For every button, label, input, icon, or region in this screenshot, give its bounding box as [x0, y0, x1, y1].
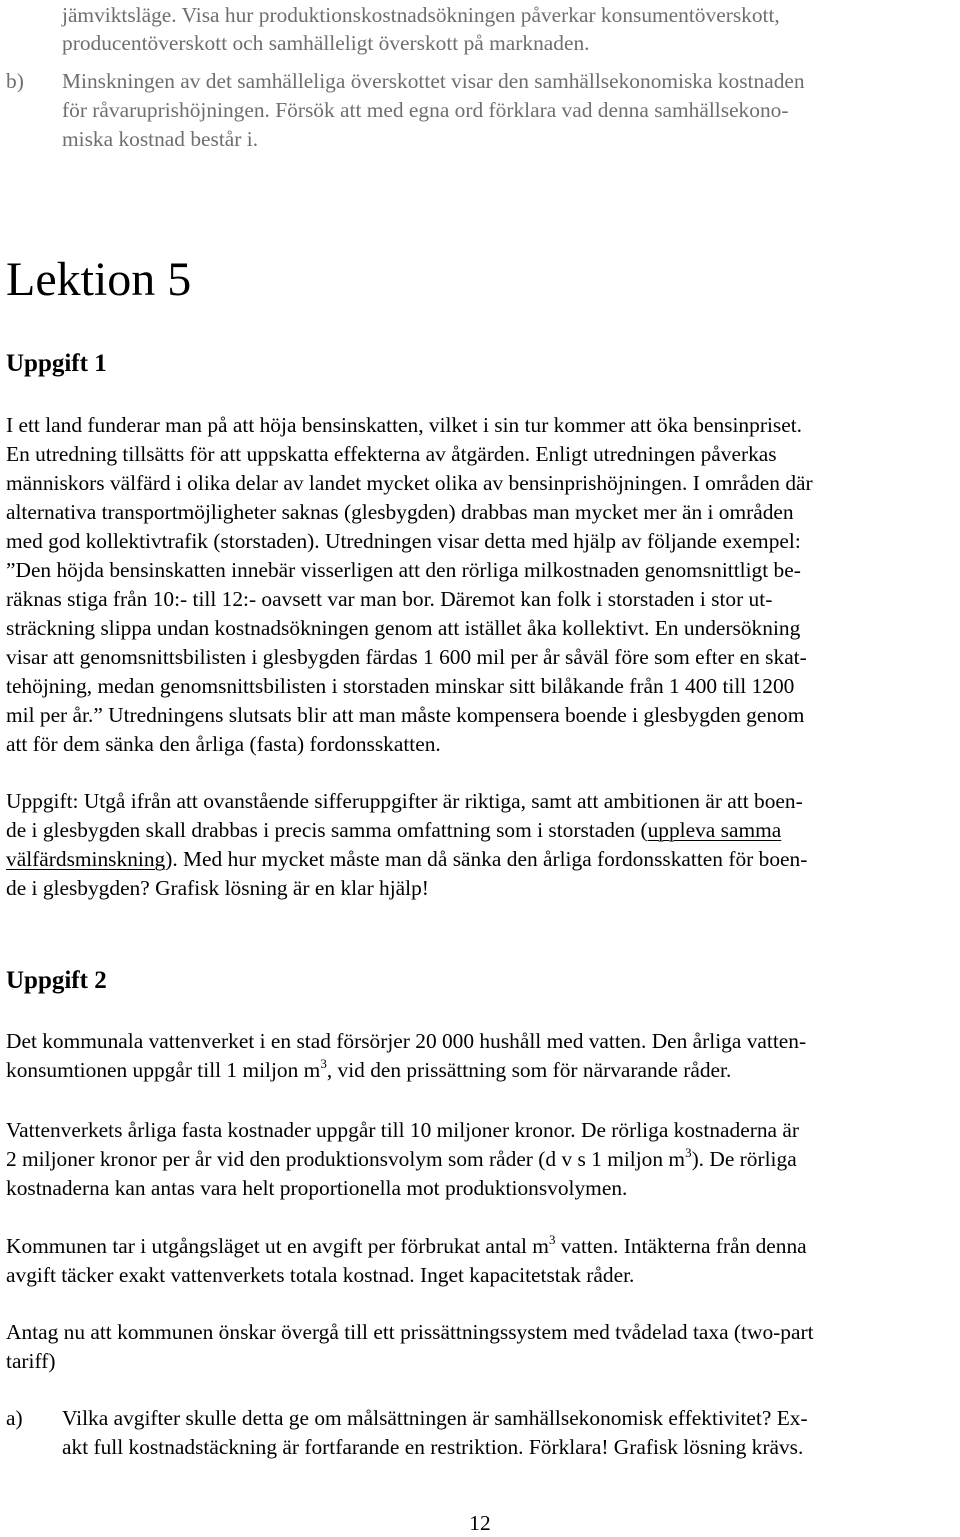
- p1-line-2-post: , vid den prissättning som för närvarande råder.: [326, 1058, 732, 1082]
- item-b-line-1: Minskningen av det samhälleliga överskottet visar den samhällsekonomiska kostnaden: [62, 69, 805, 93]
- p1-line-2-pre: konsumtionen uppgår till 1 miljon m: [6, 1058, 321, 1082]
- uppgift-1-line-3: människors välfärd i olika delar av landet mycket olika av bensinprishöjningen. I områden där: [6, 471, 813, 495]
- uppgift-1-line-10: tehöjning, medan genomsnittsbilisten i storstaden minskar sitt bilåkande från 1 400 till 1200: [6, 674, 795, 698]
- task-underlined-phrase-2: välfärdsminskning: [6, 847, 166, 871]
- item-a-line-2: akt full kostnadstäckning är fortfarande en restriktion. Förklara! Grafisk lösning krävs.: [62, 1435, 804, 1459]
- uppgift-1-line-1: I ett land funderar man på att höja bensinskatten, vilket i sin tur kommer att öka bensinpriset.: [6, 413, 802, 437]
- task-line-2-text: de i glesbygden skall drabbas i precis samma omfattning som i storstaden (: [6, 818, 648, 842]
- item-a-line-1: Vilka avgifter skulle detta ge om målsättningen är samhällsekonomisk effektivitet? Ex-: [62, 1406, 808, 1430]
- continuation-line-1: jämviktsläge. Visa hur produktionskostnadsökningen påverkar konsumentöverskott,: [62, 3, 780, 27]
- uppgift-2-p1-line-2: [6, 1055, 731, 1088]
- cubic-superscript: 3: [685, 1145, 692, 1160]
- uppgift-1-line-7: räknas stiga från 10:- till 12:- oavsett var man bor. Däremot kan folk i storstaden i stor ut-: [6, 587, 773, 611]
- page-number: 12: [469, 1511, 491, 1535]
- task-line-3-text: ). Med hur mycket måste man då sänka den årliga fordonsskatten för boen-: [165, 847, 808, 871]
- continuation-line-2: producentöverskott och samhälleligt överskott på marknaden.: [62, 31, 590, 55]
- uppgift-2-p3-line-2: avgift täcker exakt vattenverkets totala kostnad. Inget kapacitetstak råder.: [6, 1263, 635, 1287]
- uppgift-1-line-12: att för dem sänka den årliga (fasta) fordonsskatten.: [6, 732, 441, 756]
- item-b-line-2: för råvaruprishöjningen. Försök att med egna ord förklara vad denna samhällsekono-: [62, 98, 789, 122]
- p2-line-2-pre: 2 miljoner kronor per år vid den produktionsvolym som råder (d v s 1 miljon m: [6, 1147, 686, 1171]
- uppgift-2-p4-line-1: Antag nu att kommunen önskar övergå till ett prissättningssystem med tvådelad taxa (two-part: [6, 1320, 814, 1344]
- uppgift-2-p2-line-3: kostnaderna kan antas vara helt proportionella mot produktionsvolymen.: [6, 1176, 628, 1200]
- cubic-superscript: 3: [320, 1056, 327, 1071]
- uppgift-1-task-line-3: [6, 844, 807, 874]
- uppgift-2-heading: Uppgift 2: [6, 967, 107, 994]
- lesson-title: Lektion 5: [6, 253, 192, 306]
- p3-line-1-pre: Kommunen tar i utgångsläget ut en avgift per förbrukat antal m: [6, 1234, 549, 1258]
- uppgift-1-line-8: sträckning slippa undan kostnadsökningen genom att istället åka kollektivt. En undersökning: [6, 616, 801, 640]
- item-a-label: a): [6, 1406, 23, 1430]
- uppgift-1-task-line-2: [6, 815, 781, 845]
- item-b-line-3: miska kostnad består i.: [62, 127, 259, 151]
- uppgift-2-p2-line-1: Vattenverkets årliga fasta kostnader uppgår till 10 miljoner kronor. De rörliga kostnaderna är: [6, 1118, 799, 1142]
- uppgift-1-task-line-1: Uppgift: Utgå ifrån att ovanstående sifferuppgifter är riktiga, samt att ambitionen är att boen-: [6, 789, 803, 813]
- uppgift-1-line-9: visar att genomsnittsbilisten i glesbygden färdas 1 600 mil per år såväl före som efter en skat-: [6, 645, 807, 669]
- uppgift-1-line-11: mil per år.” Utredningens slutsats blir att man måste kompensera boende i glesbygden genom: [6, 703, 805, 727]
- p2-line-2-post: ). De rörliga: [691, 1147, 797, 1171]
- uppgift-1-task-line-4: de i glesbygden? Grafisk lösning är en klar hjälp!: [6, 876, 429, 900]
- uppgift-1-line-4: alternativa transportmöjligheter saknas (glesbygden) drabbas man mycket mer än i områden: [6, 500, 794, 524]
- uppgift-1-line-6: ”Den höjda bensinskatten innebär visserligen att den rörliga milkostnaden genomsnittligt be-: [6, 558, 801, 582]
- uppgift-1-line-2: En utredning tillsätts för att uppskatta effekterna av åtgärden. Enligt utredningen påverkas: [6, 442, 777, 466]
- cubic-superscript: 3: [548, 1232, 556, 1247]
- uppgift-1-heading: Uppgift 1: [6, 350, 107, 377]
- uppgift-2-p4-line-2: tariff): [6, 1349, 56, 1373]
- p3-line-1-post: vatten. Intäkterna från denna: [555, 1234, 807, 1258]
- item-b-label: b): [6, 69, 24, 93]
- task-underlined-phrase-1: uppleva samma: [647, 818, 782, 842]
- uppgift-1-line-5: med god kollektivtrafik (storstaden). Utredningen visar detta med hjälp av följande exempel:: [6, 529, 801, 553]
- uppgift-2-p1-line-1: Det kommunala vattenverket i en stad försörjer 20 000 hushåll med vatten. Den årliga vatten-: [6, 1029, 807, 1053]
